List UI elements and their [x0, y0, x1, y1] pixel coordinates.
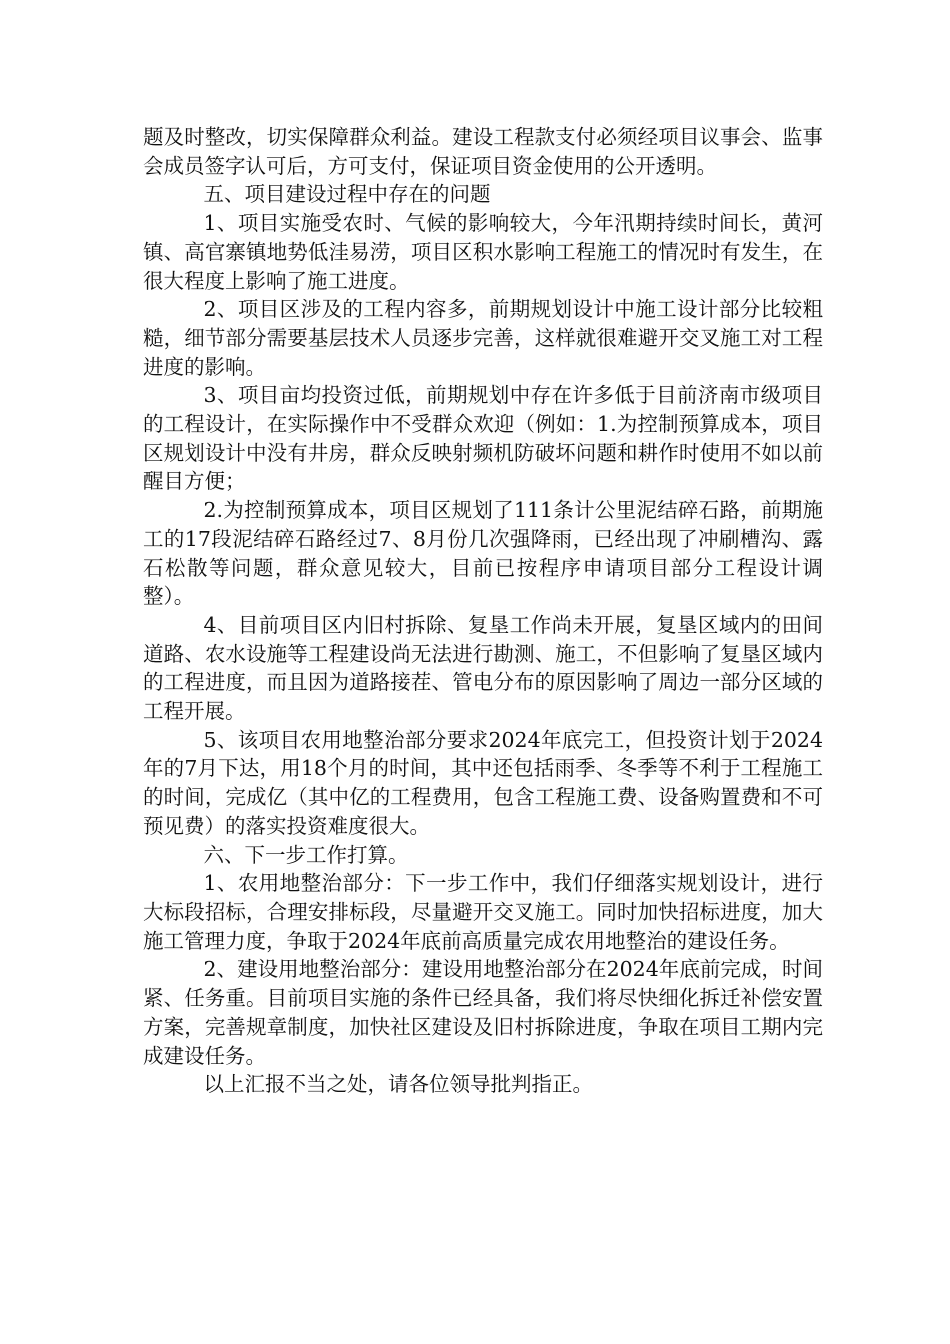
paragraph-problem-3-sub-2: 2.为控制预算成本，项目区规划了111条计公里泥结碎石路，前期施工的17段泥结碎石路经过7、8月份几次强降雨，已经出现了冲刷槽沟、露石松散等问题，群众意见较大，目前已按程序申请项目部分工程设计调整）。: [143, 498, 823, 609]
paragraph-problem-4: 4、目前项目区内旧村拆除、复垦工作尚未开展，复垦区域内的田间道路、农水设施等工程建设尚无法进行勘测、施工，不但影响了复垦区域内的工程进度，而且因为道路接茬、管电分布的原因影响了周边一部分区域的工程开展。: [143, 612, 823, 724]
paragraph-problem-5: 5、该项目农用地整治部分要求2024年底完工，但投资计划于2024年的7月下达，用18个月的时间，其中还包括雨季、冬季等不利于工程施工的时间，完成亿（其中亿的工程费用，包含工程施工费、设备购置费和不可预见费）的落实投资难度很大。: [143, 727, 823, 838]
paragraph-continuation: 题及时整改，切实保障群众利益。建设工程款支付必须经项目议事会、监事会成员签字认可后，方可支付，保证项目资金使用的公开透明。: [143, 125, 823, 178]
section-heading-next-steps: 六、下一步工作打算。: [203, 842, 409, 867]
paragraph-problem-1: 1、项目实施受农时、气候的影响较大，今年汛期持续时间长，黄河镇、高官寨镇地势低洼易涝，项目区积水影响工程施工的情况时有发生，在很大程度上影响了施工进度。: [143, 211, 823, 293]
document-body: [143, 123, 823, 1099]
paragraph-closing: 以上汇报不当之处，请各位领导批判指正。: [203, 1072, 593, 1097]
paragraph-plan-1: 1、农用地整治部分：下一步工作中，我们仔细落实规划设计，进行大标段招标，合理安排标段，尽量避开交叉施工。同时加快招标进度，加大施工管理力度，争取于2024年底前高质量完成农用地整治的建设任务。: [143, 871, 823, 953]
paragraph-problem-2: 2、项目区涉及的工程内容多，前期规划设计中施工设计部分比较粗糙，细节部分需要基层技术人员逐步完善，这样就很难避开交叉施工对工程进度的影响。: [143, 297, 823, 379]
paragraph-problem-3: 3、项目亩均投资过低，前期规划中存在许多低于目前济南市级项目的工程设计，在实际操作中不受群众欢迎（例如：1.为控制预算成本，项目区规划设计中没有井房，群众反映射频机防破坏问题和耕作时使用不如以前醒目方便；: [143, 383, 823, 494]
paragraph-plan-2: 2、建设用地整治部分：建设用地整治部分在2024年底前完成，时间紧、任务重。目前项目实施的条件已经具备，我们将尽快细化拆迁补偿安置方案，完善规章制度，加快社区建设及旧村拆除进度，争取在项目工期内完成建设任务。: [143, 957, 823, 1068]
section-heading-problems: 五、项目建设过程中存在的问题: [203, 182, 491, 207]
